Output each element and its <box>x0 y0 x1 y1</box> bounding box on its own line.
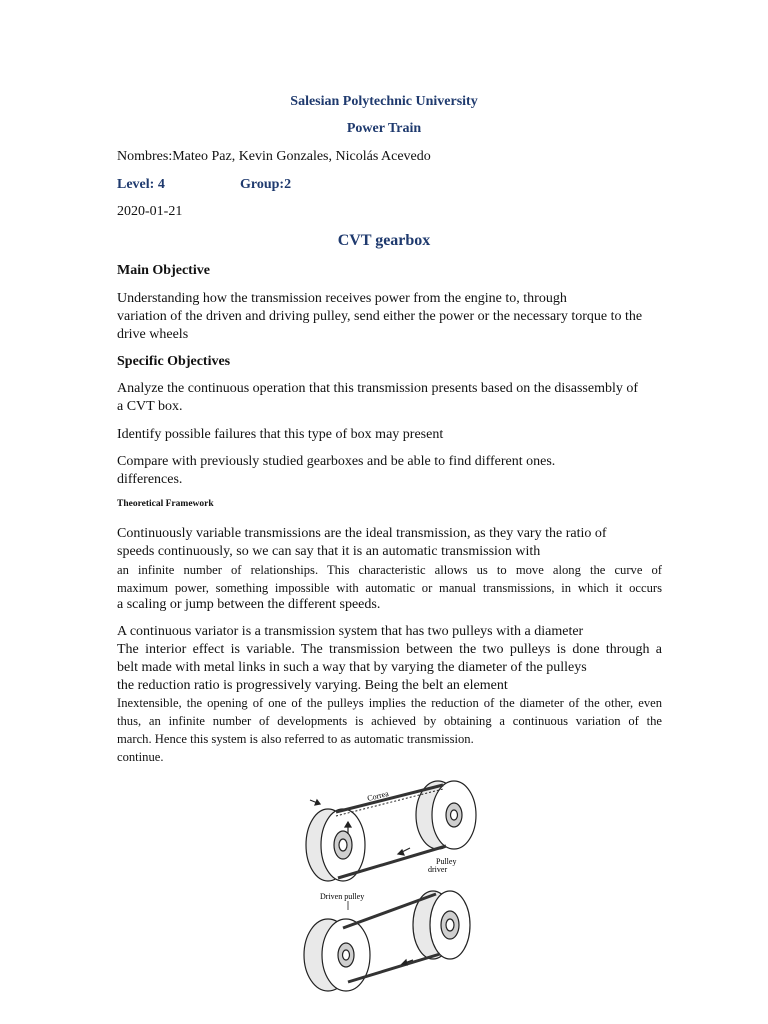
specific-objective-line: a CVT box. <box>117 399 183 414</box>
date-label: 2020-01-21 <box>117 204 183 219</box>
framework-para2-line: A continuous variator is a transmission system that has two pulleys with a diameter <box>117 624 584 639</box>
framework-para2-line: continue. <box>117 750 164 764</box>
framework-para2-line: belt made with metal links in such a way that by varying the diameter of the pulleys <box>117 660 587 675</box>
label-belt: Correa <box>366 788 390 803</box>
specific-objective-line: Analyze the continuous operation that this transmission presents based on the disassembly of <box>117 381 639 396</box>
main-objective-heading: Main Objective <box>117 263 210 278</box>
level-label: Level: 4 <box>117 177 165 192</box>
main-objective-line: variation of the driven and driving pulley, send either the power or the necessary torque to the <box>117 309 643 324</box>
group-label: Group:2 <box>240 177 292 192</box>
framework-para1-line: speeds continuously, so we can say that it is an automatic transmission with <box>117 544 541 559</box>
specific-objective-line: Identify possible failures that this type of box may present <box>117 427 444 442</box>
framework-para2-line: thus, an infinite number of developments is achieved by obtaining a continuous variation of the <box>117 714 662 728</box>
label-driver-pulley-line2: driver <box>428 865 448 874</box>
cvt-pulley-illustration <box>298 770 478 995</box>
framework-para2-line: the reduction ratio is progressively varying. Being the belt an element <box>117 678 508 693</box>
framework-para1-line: an infinite number of relationships. This characteristic allows us to move along the curve of <box>117 563 662 577</box>
author-names: Nombres:Mateo Paz, Kevin Gonzales, Nicolás Acevedo <box>117 149 431 164</box>
specific-objective-line: differences. <box>117 472 183 487</box>
framework-para2-line: march. Hence this system is also referred to as automatic transmission. <box>117 732 474 746</box>
course-name: Power Train <box>346 121 422 136</box>
main-objective-line: drive wheels <box>117 327 189 342</box>
document-title: CVT gearbox <box>337 232 431 249</box>
framework-heading: Theoretical Framework <box>117 499 214 509</box>
main-objective-line: Understanding how the transmission receives power from the engine to, through <box>117 291 567 306</box>
framework-para2-line: The interior effect is variable. The transmission between the two pulleys is done through a <box>117 642 662 657</box>
specific-objectives-heading: Specific Objectives <box>117 354 231 369</box>
framework-para2-line: Inextensible, the opening of one of the pulleys implies the reduction of the diameter of the other, even <box>117 696 662 710</box>
specific-objective-line: Compare with previously studied gearboxes and be able to find different ones. <box>117 454 556 469</box>
framework-para1-line: a scaling or jump between the different speeds. <box>117 597 381 612</box>
label-driven-pulley: Driven pulley <box>320 892 365 901</box>
university-name: Salesian Polytechnic University <box>290 94 478 109</box>
framework-para1-line: maximum power, something impossible with automatic or manual transmissions, in which it occurs <box>117 581 662 595</box>
framework-para1-line: Continuously variable transmissions are the ideal transmission, as they vary the ratio of <box>117 526 607 541</box>
label-driver-pulley: Pulley <box>436 857 457 866</box>
